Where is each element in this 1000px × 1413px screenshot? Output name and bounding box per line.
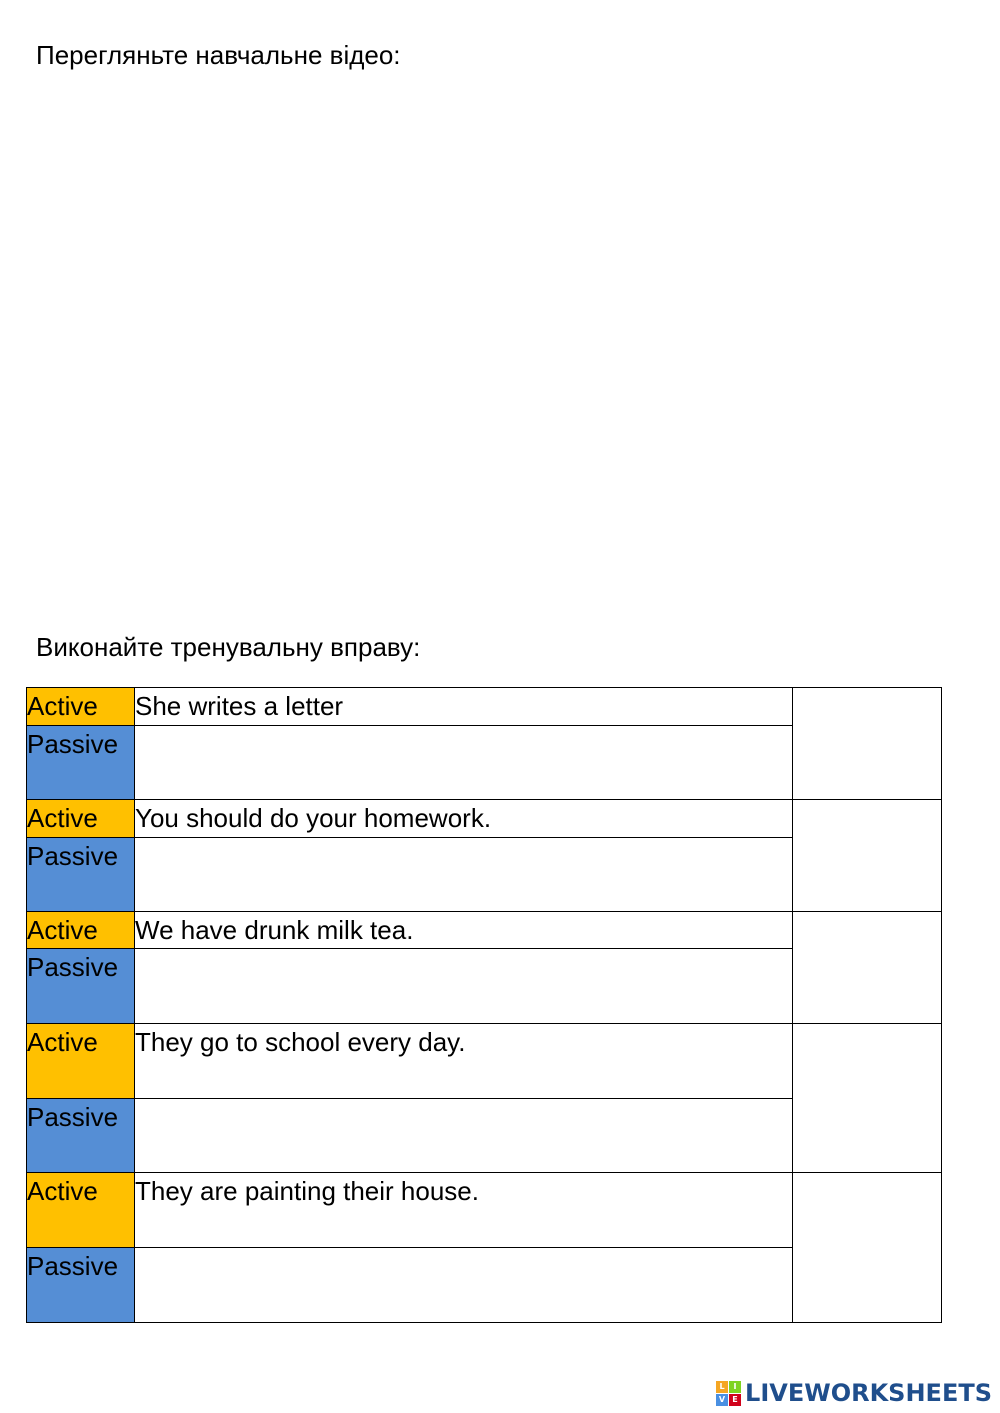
check-cell (793, 688, 942, 800)
active-label: Active (27, 1173, 135, 1248)
exercise-row-active (27, 688, 942, 726)
active-sentence: She writes a letter (135, 688, 793, 726)
passive-label: Passive (27, 1248, 135, 1323)
video-heading: Перегляньте навчальне відео: (36, 40, 401, 70)
passive-answer-input[interactable] (135, 726, 792, 761)
logo-mark-icon: L I V E (716, 1381, 741, 1406)
active-sentence: We have drunk milk tea. (135, 912, 793, 949)
check-cell (793, 1173, 942, 1323)
active-label: Active (27, 1024, 135, 1099)
passive-label: Passive (27, 838, 135, 912)
exercise-row-active (27, 912, 942, 949)
active-sentence: They go to school every day. (135, 1024, 793, 1099)
active-label: Active (27, 800, 135, 838)
check-cell (793, 1024, 942, 1173)
passive-label: Passive (27, 949, 135, 1024)
check-cell (793, 800, 942, 912)
passive-answer-cell (135, 949, 793, 1024)
exercise-table (26, 687, 942, 1323)
exercise-row-active (27, 1173, 942, 1248)
check-cell (793, 912, 942, 1024)
active-label: Active (27, 912, 135, 949)
passive-label: Passive (27, 1099, 135, 1173)
active-sentence: They are painting their house. (135, 1173, 793, 1248)
passive-answer-input[interactable] (135, 949, 792, 984)
passive-answer-input[interactable] (135, 1248, 792, 1283)
passive-answer-cell (135, 1099, 793, 1173)
exercise-heading: Виконайте тренувальну вправу: (36, 632, 421, 662)
passive-answer-input[interactable] (135, 838, 792, 873)
passive-answer-cell (135, 838, 793, 912)
passive-answer-cell (135, 726, 793, 800)
passive-answer-cell (135, 1248, 793, 1323)
exercise-row-active (27, 1024, 942, 1099)
logo-text: LIVEWORKSHEETS (745, 1379, 992, 1407)
passive-answer-input[interactable] (135, 1099, 792, 1134)
active-label: Active (27, 688, 135, 726)
exercise-row-active (27, 800, 942, 838)
liveworksheets-logo (716, 1379, 992, 1407)
video-embed-area[interactable] (36, 90, 940, 610)
passive-label: Passive (27, 726, 135, 800)
active-sentence: You should do your homework. (135, 800, 793, 838)
